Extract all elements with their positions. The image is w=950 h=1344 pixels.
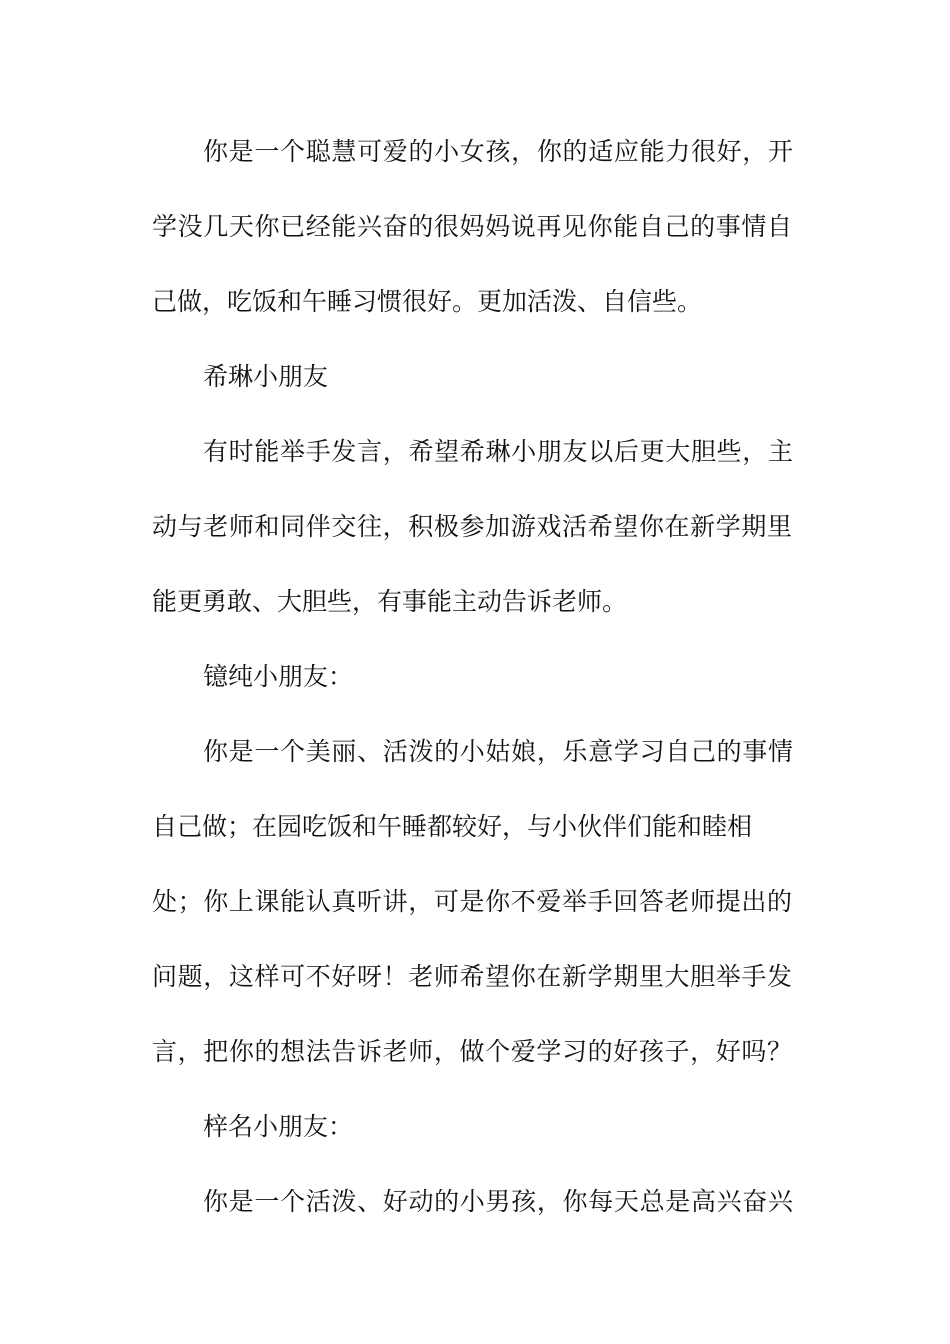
paragraph-line: 己做，吃饭和午睡习惯很好。更加活泼、自信些。 bbox=[152, 287, 703, 316]
child-name-heading: 希琳小朋友 bbox=[203, 362, 329, 391]
paragraph-line: 言，把你的想法告诉老师，做个爱学习的好孩子，好吗？ bbox=[152, 1037, 792, 1066]
paragraph-line: 能更勇敢、大胆些，有事能主动告诉老师。 bbox=[152, 587, 628, 616]
paragraph-line: 处；你上课能认真听讲，可是你不爱举手回答老师提出的 bbox=[152, 887, 792, 916]
child-name-heading: 镱纯小朋友： bbox=[203, 662, 354, 691]
paragraph-line: 你是一个聪慧可爱的小女孩，你的适应能力很好，开 bbox=[203, 137, 793, 166]
paragraph-line: 问题，这样可不好呀！老师希望你在新学期里大胆举手发 bbox=[152, 962, 792, 991]
paragraph-line: 有时能举手发言，希望希琳小朋友以后更大胆些，主 bbox=[203, 437, 793, 466]
child-name-heading: 梓名小朋友： bbox=[203, 1112, 354, 1141]
paragraph-line: 你是一个美丽、活泼的小姑娘，乐意学习自己的事情 bbox=[203, 737, 793, 766]
paragraph-line: 动与老师和同伴交往，积极参加游戏活希望你在新学期里 bbox=[152, 512, 792, 541]
paragraph-line: 自己做；在园吃饭和午睡都较好，与小伙伴们能和睦相 bbox=[152, 812, 753, 841]
paragraph-line: 学没几天你已经能兴奋的很妈妈说再见你能自己的事情自 bbox=[152, 212, 792, 241]
paragraph-line: 你是一个活泼、好动的小男孩，你每天总是高兴奋兴 bbox=[203, 1187, 793, 1216]
